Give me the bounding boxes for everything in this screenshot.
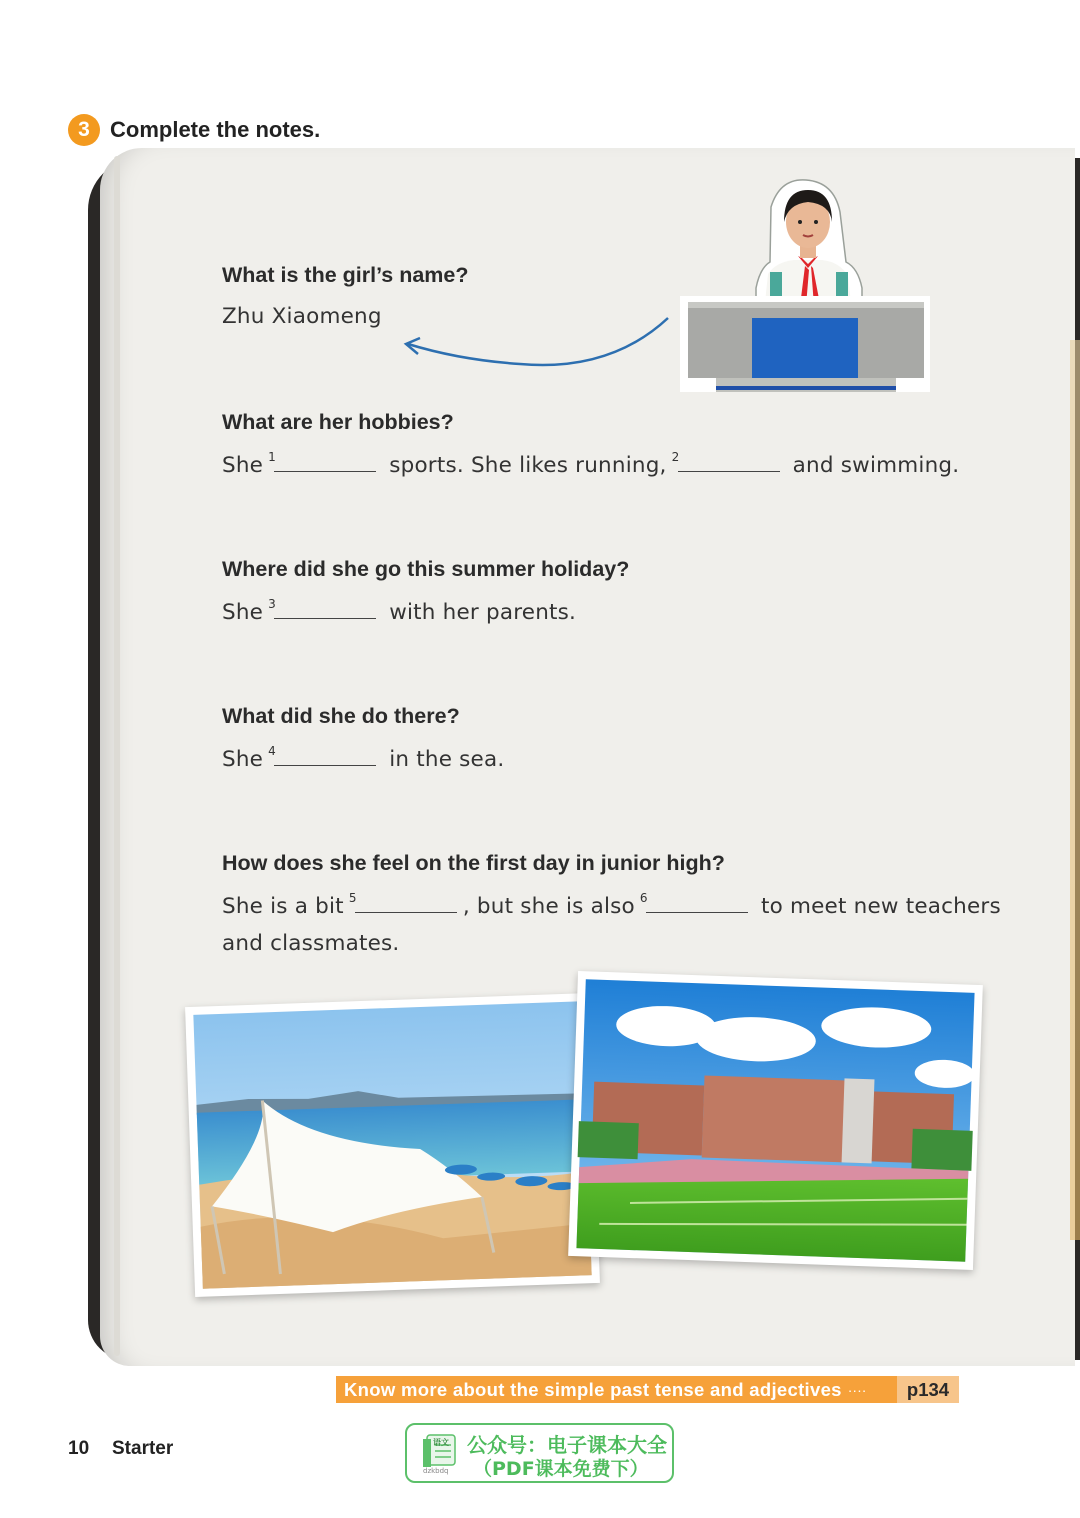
question-feelings: How does she feel on the first day in junior high? — [222, 851, 725, 875]
answer-text: to meet new teachers — [760, 894, 1001, 919]
girl-at-podium-photo — [676, 172, 934, 412]
school-photo — [568, 971, 983, 1270]
answer-text: She — [222, 600, 264, 625]
blank-number: 1 — [268, 450, 276, 464]
blank-6[interactable] — [639, 891, 748, 913]
question-activity: What did she do there? — [222, 704, 460, 728]
note-feelings — [222, 851, 1001, 962]
answer-text: She — [222, 453, 264, 478]
question-summer-holiday: Where did she go this summer holiday? — [222, 557, 630, 581]
answer-name: Zhu Xiaomeng — [222, 304, 382, 329]
page-number: 10 — [68, 1438, 90, 1459]
blank-2[interactable] — [671, 450, 780, 472]
answer-text: with her parents. — [389, 600, 577, 625]
beach-photo — [185, 993, 600, 1297]
answer-text: and swimming. — [792, 453, 960, 478]
notebook-page-edge — [114, 156, 120, 1356]
watermark-small-text: dzkbdq — [423, 1467, 449, 1475]
blank-5[interactable] — [348, 891, 457, 913]
note-summer-holiday — [222, 557, 629, 631]
grammar-reference-bar[interactable] — [336, 1376, 959, 1403]
answer-hobbies — [222, 447, 959, 484]
blank-3[interactable] — [268, 597, 376, 619]
watermark-line-1: 公众号：电子课本大全 — [467, 1433, 667, 1457]
exercise-number-badge: 3 — [68, 114, 100, 146]
question-hobbies: What are her hobbies? — [222, 410, 454, 434]
question-name: What is the girl’s name? — [222, 263, 469, 287]
blank-number: 5 — [348, 891, 357, 905]
watermark-icon-label: 语文 — [433, 1438, 449, 1447]
reference-page[interactable]: p134 — [897, 1376, 959, 1403]
exercise-header — [68, 114, 320, 146]
answer-text: She is a bit — [222, 894, 344, 919]
blank-number: 4 — [268, 744, 276, 758]
answer-activity — [222, 741, 504, 778]
answer-text: sports. She likes running, — [389, 453, 667, 478]
watermark-line-2: （PDF课本免费下） — [473, 1458, 649, 1480]
answer-feelings — [222, 888, 1001, 925]
book-icon — [421, 1431, 459, 1475]
blank-number: 2 — [671, 450, 680, 464]
blank-number: 3 — [268, 597, 276, 611]
reference-text: Know more about the simple past tense and adjectives — [344, 1378, 842, 1400]
answer-text: She — [222, 747, 264, 772]
blank-number: 6 — [639, 891, 648, 905]
note-activity — [222, 704, 504, 778]
note-name — [222, 263, 469, 335]
answer-summer-holiday — [222, 594, 629, 631]
note-hobbies — [222, 410, 959, 484]
watermark-badge — [405, 1423, 674, 1483]
answer-feelings-continued: and classmates. — [222, 931, 400, 956]
exercise-title: Complete the notes. — [110, 117, 321, 142]
answer-text: , but she is also — [462, 894, 635, 919]
answer-text: in the sea. — [389, 747, 505, 772]
unit-name: Starter — [112, 1438, 174, 1459]
dotted-arrow-icon: ···· — [847, 1381, 867, 1398]
blank-1[interactable] — [268, 450, 376, 472]
pencil-illustration — [1070, 340, 1080, 1240]
blank-4[interactable] — [268, 744, 376, 766]
